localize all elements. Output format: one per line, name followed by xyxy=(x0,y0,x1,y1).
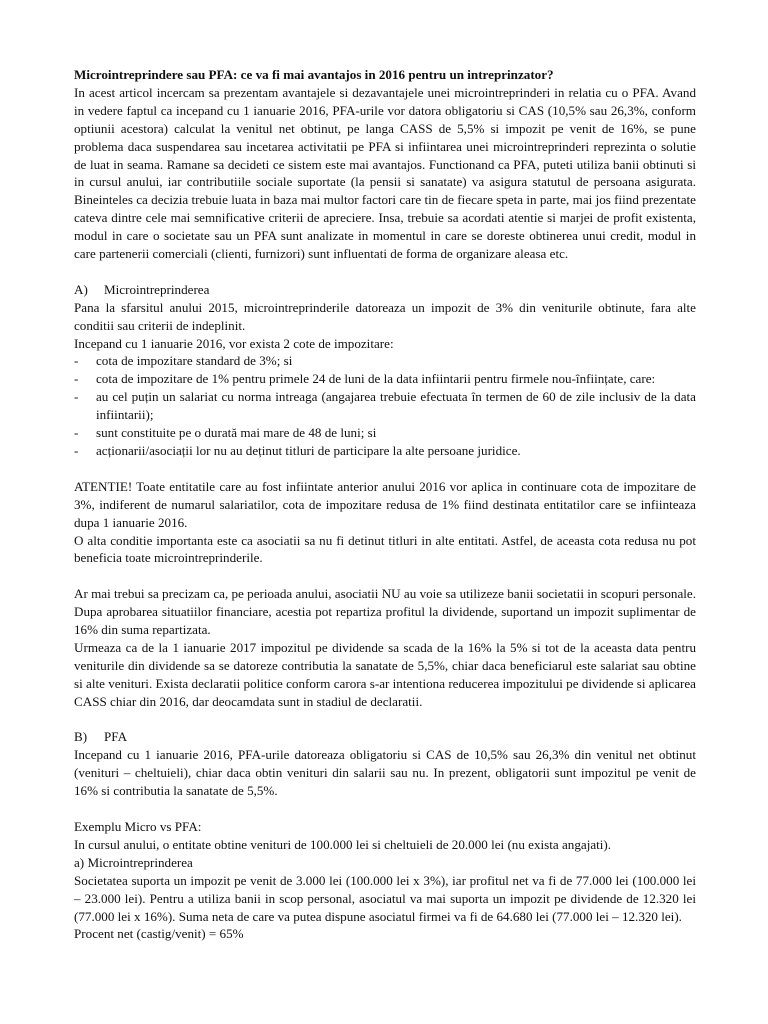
intro-paragraph: In acest articol incercam sa prezentam avantajele si dezavantajele unei microintreprinderi in relatia cu o PFA. Avand in vedere faptul ca incepand cu 1 ianuarie 2016, PFA-urile vor datora obligatoriu si CAS (10,5% sau 26,3%, conform optiunii acestora) calculat la venitul net obtinut, pe langa CASS de 5,5% si impozit pe venit de 16%, se pune problema daca suspendarea sau incetarea activitatii pe PFA si infiintarea unei microintreprinderi reprezinta o solutie de luat in seama. Ramane sa decideti ce sistem este mai avantajos. Functionand ca PFA, puteti utiliza banii obtinuti si in cursul anului, iar contributiile sociale suportate (la pensii si sanatate) va asigura statutul de persoana asigurata. Bineinteles ca decizia trebuie luata in baza mai multor factori care tin de fiecare speta in parte, mai jos fiind prezentate cateva dintre cele mai semnificative criterii de apreciere. Insa, trebuie sa acordati atentie si marjei de profit existenta, modul in care o societate sau un PFA sunt analizate in momentul in care se doreste obtinerea unui credit, modul in care partenerii comerciali (clienti, furnizori) sunt influentati de forma de organizare aleasa etc. xyxy=(74,84,696,262)
bullet-dash: - xyxy=(74,353,79,369)
net-percentage: Procent net (castig/venit) = 65% xyxy=(74,926,244,942)
bullet-text: cota de impozitare de 1% pentru primele 24 de luni de la data infiintarii pentru firmele nou-înființate, care: xyxy=(96,371,656,387)
bullet-item xyxy=(74,424,696,442)
section-a-heading xyxy=(74,281,696,299)
section-b-heading xyxy=(74,728,696,746)
dividends-2017-paragraph: Urmeaza ca de la 1 ianuarie 2017 impozitul pe dividende sa scada de la 16% la 5% si tot de la aceasta data pentru veniturile din dividende sa se datoreze contributia la sanatate de 5,5%, chiar daca beneficiarul este salariat sau obtine si alte venituri. Exista declaratii politice conform carora s-ar intentiona reducerea impozitului pe dividende si aplicarea CASS chiar din 2016, dar deocamdata sunt in stadiul de declaratii. xyxy=(74,639,696,709)
spacer xyxy=(74,567,696,585)
example-heading: Exemplu Micro vs PFA: xyxy=(74,818,202,834)
bullet-dash: - xyxy=(74,425,79,441)
bullet-text: sunt constituite pe o durată mai mare de 48 de luni; si xyxy=(96,425,377,441)
condition-paragraph: O alta conditie importanta este ca asociatii sa nu fi detinut titluri in alte entitati. Astfel, de aceasta cota redusa nu pot beneficia toate microintreprinderile. xyxy=(74,532,696,566)
example-subheading: a) Microintreprinderea xyxy=(74,854,193,870)
section-a-paragraph-2: Incepand cu 1 ianuarie 2016, vor exista 2 cote de impozitare: xyxy=(74,335,394,351)
section-a-letter: A) xyxy=(74,281,88,297)
section-a-title: Microintreprinderea xyxy=(104,281,210,297)
bullet-text: au cel puțin un salariat cu norma intreaga (angajarea trebuie efectuata în termen de 60 de zile inclusiv de la data infiintarii); xyxy=(96,389,696,423)
dividends-paragraph: Ar mai trebui sa precizam ca, pe perioada anului, asociatii NU au voie sa utilizeze banii societatii in scopuri personale. Dupa aprobarea situatiilor financiare, acestia pot repartiza profitul la dividende, suportand un impozit suplimentar de 16% din suma repartizata. xyxy=(74,586,696,638)
spacer xyxy=(74,263,696,281)
bullet-dash: - xyxy=(74,443,79,459)
bullet-text: cota de impozitare standard de 3%; si xyxy=(96,353,293,369)
spacer xyxy=(74,460,696,478)
bullet-item xyxy=(74,370,696,388)
section-b-paragraph-1: Incepand cu 1 ianuarie 2016, PFA-urile datoreaza obligatoriu si CAS de 10,5% sau 26,3% din venitul net obtinut (venituri – cheltuieli), chiar daca obtin venituri din salarii sau nu. In prezent, obligatorii sunt impozitul pe venit de 16% si contributia la sanatate de 5,5%. xyxy=(74,747,696,799)
section-a-paragraph-1: Pana la sfarsitul anului 2015, microintreprinderile datoreaza un impozit de 3% din veniturile obtinute, fara alte conditii sau criterii de indeplinit. xyxy=(74,299,696,333)
bullet-text: acționarii/asociații lor nu au deținut titluri de participare la alte persoane juridice. xyxy=(96,443,521,459)
section-b-letter: B) xyxy=(74,729,88,745)
bullet-item xyxy=(74,388,696,424)
example-paragraph-1: In cursul anului, o entitate obtine venituri de 100.000 lei si cheltuieli de 20.000 lei (nu exista angajati). xyxy=(74,836,612,852)
example-paragraph-2: Societatea suporta un impozit pe venit de 3.000 lei (100.000 lei x 3%), iar profitul net va fi de 77.000 lei (100.000 lei – 23.000 lei). Pentru a utiliza banii in scop personal, asociatul va mai suporta un impozit pe dividende de 12.320 lei (77.000 lei x 16%). Suma neta de care va putea dispune asociatul firmei va fi de 64.680 lei (77.000 lei – 12.320 lei). xyxy=(74,872,696,924)
section-b-title: PFA xyxy=(104,729,128,745)
attention-paragraph: ATENTIE! Toate entitatile care au fost infiintate anterior anului 2016 vor aplica in continuare cota de impozitare de 3%, indiferent de numarul salariatilor, cota de impozitare redusa de 1% fiind destinata entitatilor care se infiinteaza dupa 1 ianuarie 2016. xyxy=(74,478,696,530)
bullet-item xyxy=(74,442,696,460)
article-title: Microintreprindere sau PFA: ce va fi mai avantajos in 2016 pentru un intreprinzator? xyxy=(74,67,554,82)
bullet-dash: - xyxy=(74,371,79,387)
spacer xyxy=(74,800,696,818)
bullet-item xyxy=(74,352,696,370)
bullet-dash: - xyxy=(74,389,79,405)
spacer xyxy=(74,711,696,729)
